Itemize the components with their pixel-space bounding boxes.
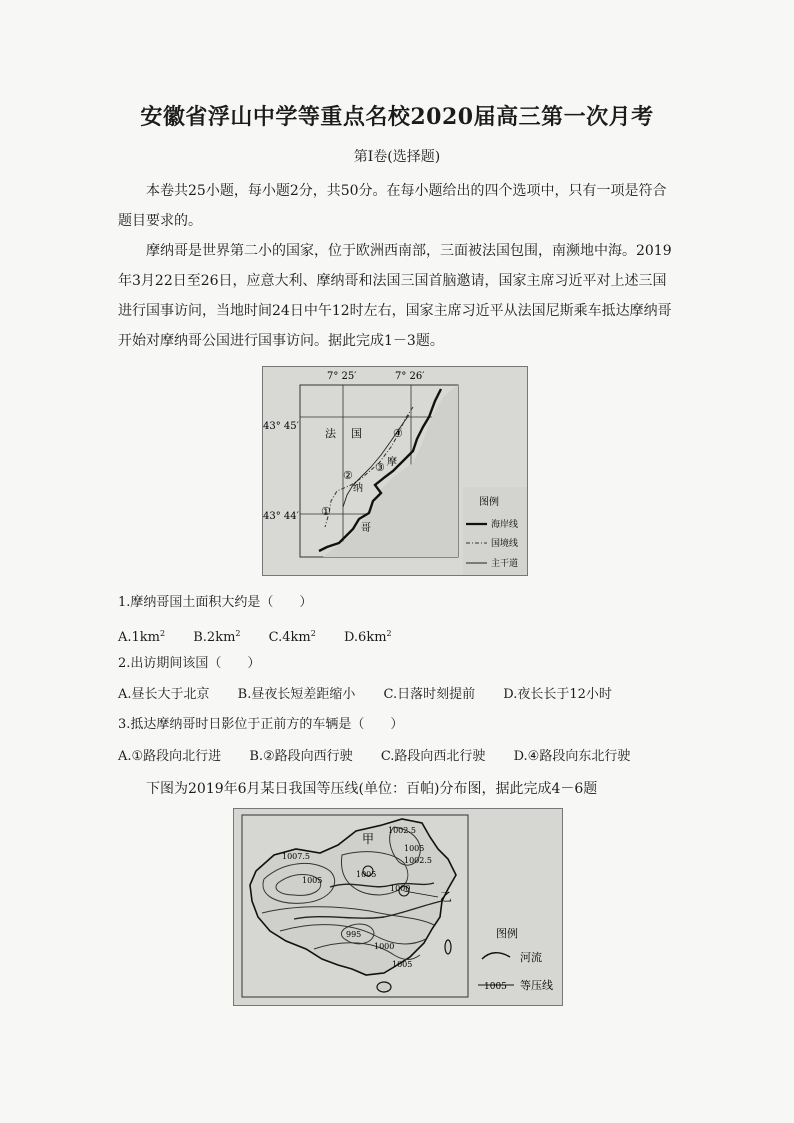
page-title: 安徽省浮山中学等重点名校2020届高三第一次月考 — [140, 104, 654, 130]
instructions-paragraph: 本卷共25小题，每小题2分，共50分。在每小题给出的四个选项中，只有一项是符合题目要求的。 — [118, 183, 667, 229]
question-2-option-d[interactable]: D.夜长长于12小时 — [503, 687, 612, 702]
question-3-option-c[interactable]: C.路段向西北行驶 — [380, 749, 486, 764]
legend-river-label: 河流 — [520, 951, 542, 964]
question-1-option-a[interactable]: $A.1km^2$ — [118, 629, 166, 646]
label-yi: 乙 — [440, 890, 453, 904]
question-2-stem: 2.出访期间该国（ ） — [118, 656, 261, 671]
label-jia: 甲 — [362, 832, 375, 846]
latitude-label-2: 43° 44′ — [263, 511, 299, 522]
road-marker-3: ③ — [375, 461, 385, 474]
legend-border-label: 国境线 — [491, 539, 519, 549]
hainan-island — [377, 982, 391, 992]
question-1-stem: 1.摩纳哥国土面积大约是（ ） — [118, 595, 313, 610]
question-1-option-d[interactable]: $D.6km^2$ — [343, 629, 392, 646]
isobar-value: 1000 — [374, 942, 395, 951]
isobar-value: 995 — [346, 930, 362, 939]
section-subtitle: 第Ⅰ卷(选择题) — [353, 149, 441, 165]
isobar-value: 1007.5 — [282, 852, 310, 861]
question-2-option-c[interactable]: C.日落时刻提前 — [383, 687, 476, 702]
latitude-label-1: 43° 45′ — [263, 421, 299, 432]
country-france-char-1: 法 — [325, 427, 336, 440]
isobar-value: 1002.5 — [404, 856, 432, 865]
question-1-option-b[interactable]: $B.2km^2$ — [193, 629, 241, 646]
question-3-stem: 3.抵达摩纳哥时日影位于正前方的车辆是（ ） — [118, 717, 404, 732]
question-3-options — [118, 747, 698, 767]
isobar-value: 1005 — [392, 960, 413, 969]
question-2-option-b[interactable]: B.昼夜长短差距缩小 — [237, 687, 356, 702]
question-3-option-d[interactable]: D.④路段向东北行驶 — [513, 749, 631, 764]
road-marker-4: ④ — [393, 427, 403, 440]
legend-coastline-label: 海岸线 — [491, 520, 519, 530]
road-marker-1: ① — [321, 505, 331, 518]
longitude-label-1: 7° 25′ — [327, 371, 357, 382]
legend-title: 图例 — [496, 927, 518, 940]
china-isobar-map — [233, 808, 563, 1006]
road-marker-2: ② — [343, 469, 353, 482]
country-france-char-2: 国 — [351, 427, 362, 440]
monaco-map-svg — [263, 367, 527, 575]
question-3-option-b[interactable]: B.②路段向西行驶 — [249, 749, 353, 764]
country-monaco-char-3: 哥 — [361, 523, 371, 534]
question-2-option-a[interactable]: A.昼长大于北京 — [118, 687, 210, 702]
china-isobar-map-svg — [234, 809, 562, 1005]
question-3-option-a[interactable]: A.①路段向北行进 — [118, 749, 222, 764]
monaco-map — [262, 366, 528, 576]
legend-isobar-label: 等压线 — [520, 979, 553, 992]
country-monaco-char-2: 纳 — [353, 483, 363, 494]
isobar-value: 1005 — [404, 844, 425, 853]
question-1-option-c[interactable]: $C.4km^2$ — [268, 629, 316, 646]
isobar-value: 1005 — [356, 870, 377, 879]
isobar-value: 1005 — [302, 876, 323, 885]
legend-title: 图例 — [479, 497, 499, 508]
monaco-passage: 摩纳哥是世界第二小的国家，位于欧洲西南部，三面被法国包围，南濒地中海。2019年3月22日至26日，应意大利、摩纳哥和法国三国首脑邀请，国家主席习近平对上述三国进行国事访问，当地时间24日中午12时左右，国家主席习近平从法国尼斯乘车抵达摩纳哥开始对摩纳哥公国进行国事访问。据此完成1－3题。 — [118, 243, 672, 349]
taiwan-island — [445, 940, 451, 954]
country-monaco-char-1: 摩 — [387, 457, 397, 468]
isobar-passage: 下图为2019年6月某日我国等压线(单位：百帕)分布图，据此完成4－6题 — [146, 781, 598, 797]
longitude-label-2: 7° 26′ — [395, 371, 425, 382]
isobar-value: 1002.5 — [388, 826, 416, 835]
question-2-options — [118, 685, 698, 705]
isobar-value: 1000 — [390, 884, 411, 893]
question-1-options — [118, 624, 698, 648]
legend-road-label: 主干道 — [491, 559, 519, 569]
legend-isobar-value: 1005 — [484, 982, 507, 992]
